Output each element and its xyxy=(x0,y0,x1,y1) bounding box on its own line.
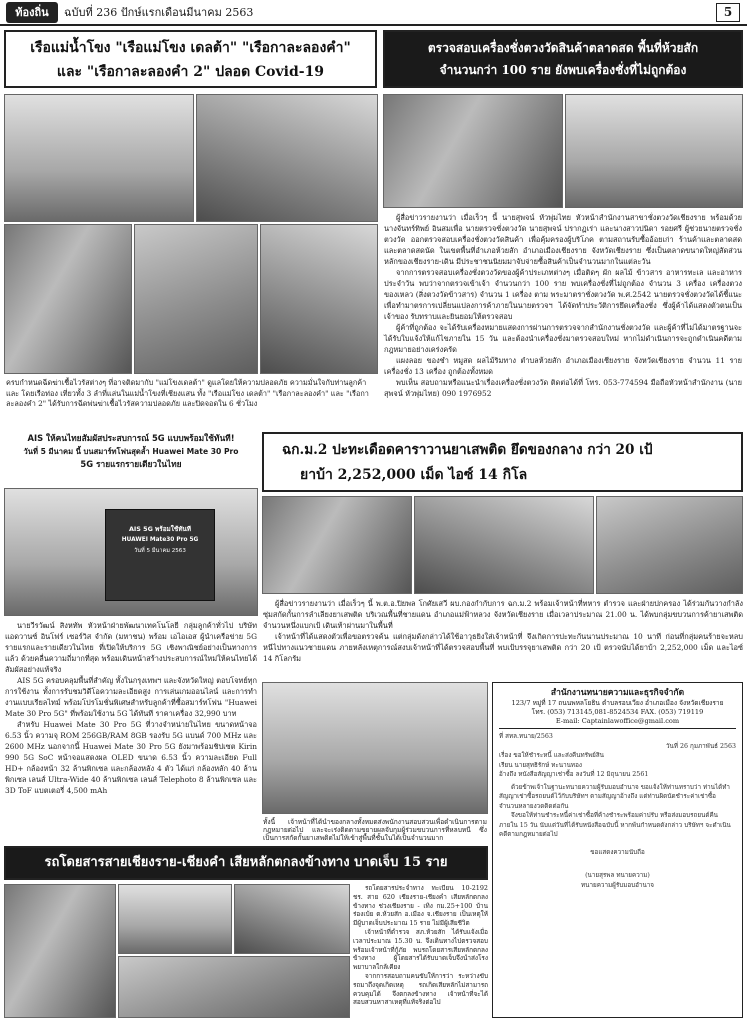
story2-paragraph: พบเห็น สอบถามหรือแนะนำเรื่องเครื่องชั่งตวงวัด ติดต่อได้ที่ โทร. 053-774594 มือถือหัวหน้าสำนักงาน (นายสุพจน์ หัวพุ่มไทย) 090 1976952 xyxy=(384,378,742,398)
story2-paragraph: แผงลอย ของชำ หมูสด ผลไม้ริมทาง ตำบลห้วยสัก อำเภอเมืองเชียงราย จังหวัดเชียงราย จำนวน 11 ราย เครื่องชั่ง 13 เครื่อง ถูกต้องทั้งหมด xyxy=(384,356,742,376)
ais-banner-line2: HUAWEI Mate30 Pro 5G xyxy=(121,537,199,543)
bus-crash-photo-3 xyxy=(234,884,350,954)
story2-headline-line2: จำนวนกว่า 100 ราย ยังพบเครื่องชั่งที่ไม่ถูกต้อง xyxy=(439,63,687,77)
letter-paragraph: จึงขอให้ท่านชำระหนี้ค่าเช่าซื้อที่ค้างชำระพร้อมค่าปรับ หรือส่งมอบรถยนต์คืนภายใน 15 วัน นับแต่วันที่ได้รับหนังสือฉบับนี้ หากพ้นกำหนดดังกล่าว บริษัทฯ จะดำเนินคดีตามกฎหมายต่อไป xyxy=(499,812,731,838)
story4-headline-line1: ฉก.ม.2 ปะทะเดือดคาราวานยาเสพติด ยึดของกลาง กว่า 20 เป้ xyxy=(282,442,653,458)
ais-banner xyxy=(105,509,215,601)
story1-headline-line1: เรือแม่น้ำโขง "เรือแม่โขง เดลต้า" "เรือกาละลองคำ" xyxy=(30,40,351,56)
drug-bust-photo-3 xyxy=(596,496,743,594)
story3-title-line2: วันที่ 5 มีนาคม นี้ บนสมาร์ทโฟนสุดล้ำ Huawei Mate 30 Pro xyxy=(23,447,239,456)
story4-body xyxy=(263,598,743,678)
story2-paragraph: จากการตรวจสอบเครื่องชั่งตวงวัดของผู้ค้าประเภทต่างๆ เมื่อติดๆ ผัก ผลไม้ ข้าวสาร อาหารทะเล และอาหารประจำวัน พบว่าจากตรวจเข้าเจ้า จำนวนกว่า 100 ราย พบเครื่องชั่งที่ไม่ถูกต้อง จำนวน 3 เครื่อง เครื่องตวงของเหลว (สิ่งตวงวัดข้าวสาร) จำนวน 1 เครื่อง ตาม พระมาตราชั่งตวงวัด พ.ศ.2542 นายตรวจชั่งตวงวัดได้ชี้แนะเพื่อทำมาตรการเปลี่ยนแปลงการค้าภายในนายตรวจฯ ได้จัดทำประวัติการยึดเครื่องชั่ง ซึ่งผู้ค้าได้แสดงตัวตนเป็นเจ้าของ รับทราบและยินยอมให้ตรวจสอบ xyxy=(384,268,742,321)
story1-caption: ครบกำหนดฉีดฆ่าเชื้อไวรัสต่างๆ ที่อาจติดมากับ "แม่โขงเดลต้า" ดูแลโดยให้ความปลอดภัย ความมั่นใจกับท่านลูกค้าและ โดยเรือท่อง เที่ยวทั้ง 3 ลำที่แล่นในแม่น้ำโขงที่เชียงแสน ทั้ง "เรือแม่โขง เดลต้า" "เรือกาละลองคำ" และ "เรือกาละลองคำ 2" ได้รับการฉีดพ่นฆ่าเชื้อไวรัสความปลอดภัย และปิดจอดใน 6 ชั่วโมง xyxy=(6,378,369,409)
letter-role: ทนายความผู้รับมอบอำนาจ xyxy=(581,881,654,889)
seized-drugs-photo xyxy=(262,682,488,814)
letter-signer: (นายสุรพล ทนายความ) xyxy=(585,872,650,879)
story5-paragraph: จากการสอบถามคนขับให้การว่า ระหว่างขับรถมาถึงจุดเกิดเหตุ รถเกิดเสียหลักไม่สามารถควบคุมได้ จึงตกลงข้างทาง เจ้าหน้าที่จะได้สอบสวนหาสาเหตุที่แท้จริงต่อไป xyxy=(353,971,488,1007)
letter-recipient: เรียน นายสุทธิรักษ์ ทะนานทอง xyxy=(499,761,582,769)
letter-paragraph: ด้วยข้าพเจ้าในฐานะทนายความผู้รับมอบอำนาจ ขอแจ้งให้ท่านทราบว่า ท่านได้ทำสัญญาเช่าซื้อรถยนต์ไว้กับบริษัทฯ ตามสัญญาอ้างถึง แต่ท่านผิดนัดชำระค่าเช่าซื้อ จำนวนหลายงวดติดต่อกัน xyxy=(499,783,730,810)
inspection-photo-2 xyxy=(565,94,743,208)
letter-address: 123/7 หมู่ที่ 17 ถนนพหลโยธิน ตำบลรอบเวียง อำเภอเมือง จังหวัดเชียงราย xyxy=(511,699,724,707)
story3-title-line1: AIS ให้คนไทยสัมผัสประสบการณ์ 5G แบบพร้อมใช้ทันที! xyxy=(27,433,235,443)
story5-paragraph: รถโดยสารประจำทาง ทะเบียน 10-2192 ชร. สาย 620 เชียงราย-เชียงคำ เสียหลักตกลงข้างทาง ช่วงเชียงราย - เทิง กม.25+100 บ้านร่องเบ้ย ต.ห้วยสัก อ.เมือง จ.เชียงราย เป็นเหตุให้มีผู้บาดเจ็บประมาณ 15 ราย ไม่มีผู้เสียชีวิต xyxy=(353,884,488,928)
ais-event-photo xyxy=(4,488,258,616)
letter-subject: เรื่อง ขอให้ชำระหนี้ และส่งคืนทรัพย์สิน xyxy=(499,752,604,759)
story4-body-end: ทั้งนี้ เจ้าหน้าที่ได้นำของกลางทั้งหมดส่งพนักงานสอบสวนเพื่อดำเนินการตามกฎหมายต่อไป และจะเร่งติดตามขยายผลจับกุมผู้ร่วมขบวนการที่หลบหนี ซึ่งเป็นการสกัดกั้นยาเสพติดไม่ให้เข้าสู่พื้นที่ชั้นในได้เป็นจำนวนมาก xyxy=(263,818,487,842)
story3-title xyxy=(4,432,258,484)
story3-paragraph: AIS 5G ครอบคลุมพื้นที่สำคัญ ทั้งในกรุงเทพฯ และจังหวัดใหญ่ ตอบโจทย์ทุกการใช้งาน ทั้งการรับชมวิดีโอความละเอียดสูง การเล่นเกมออนไลน์ และการทำงานแบบเรียลไทม์ พร้อมโปรโมชั่นพิเศษสำหรับลูกค้าที่ซื้อสมาร์ทโฟน "Huawei Mate 30 Pro 5G" ที่พร้อมใช้งาน 5G ได้ทันที ราคาเครื่อง 32,990 บาท xyxy=(5,676,257,718)
letter-org: สำนักงานทนายความและธุรกิจจำกัด xyxy=(550,688,685,698)
story1-headline xyxy=(4,30,377,88)
letter-reference: อ้างถึง หนังสือสัญญาเช่าซื้อ ลงวันที่ 12 มิถุนายน 2561 xyxy=(499,771,649,778)
story4-headline xyxy=(262,432,743,492)
story5-paragraph: เจ้าหน้าที่ตำรวจ สภ.ห้วยสัก ได้รับแจ้งเมื่อเวลาประมาณ 15.30 น. จึงเดินทางไปตรวจสอบพร้อมเจ้าหน้าที่กู้ภัย พบรถโดยสารเสียหลักตกลงข้างทาง ผู้โดยสารได้รับบาดเจ็บจึงนำส่งโรงพยาบาลใกล้เคียง xyxy=(353,927,488,972)
letter-number: ที่ สทล.ทนาย/2563 xyxy=(499,733,553,740)
issue-line: ฉบับที่ 236 ปักษ์แรกเดือนมีนาคม 2563 xyxy=(64,6,254,19)
story2-headline xyxy=(383,30,743,88)
newspaper-logo: ท้องถิ่น xyxy=(6,2,58,23)
story2-headline-line1: ตรวจสอบเครื่องชั่งตวงวัดสินค้าตลาดสด พื้นที่ห้วยสัก xyxy=(427,41,699,55)
drug-bust-photo-2 xyxy=(414,496,594,594)
bus-crash-photo-4 xyxy=(118,956,350,1018)
story2-body xyxy=(384,212,742,430)
letter-email: E-mail: Captainlawoffice@gmail.com xyxy=(499,717,736,729)
bus-crash-photo-1 xyxy=(4,884,116,1018)
boat-photo-1 xyxy=(4,94,194,222)
boat-photo-3 xyxy=(4,224,132,374)
letter-date: วันที่ 26 กุมภาพันธ์ 2563 xyxy=(666,742,736,750)
story3-paragraph: นายวีรวัฒน์ สิงหทัพ หัวหน้าฝ่ายพัฒนาเทคโนโลยี กลุ่มลูกค้าทั่วไป บริษัท แอดวานซ์ อินโฟร์ เซอร์วิส จำกัด (มหาชน) พร้อม เอไอเอส ผู้นำเครือข่าย 5G รายแรกและรายเดียวในไทย ที่เปิดให้บริการ 5G เชิงพาณิชย์อย่างเป็นทางการแล้ว ด้วยคลื่นความถี่มากที่สุด พร้อมเดินหน้าสร้างประสบการณ์ใหม่ให้คนไทยได้สัมผัสอย่างแท้จริง xyxy=(5,621,257,674)
ais-banner-line3: วันที่ 5 มีนาคม 2563 xyxy=(134,548,186,554)
boat-photo-4 xyxy=(134,224,258,374)
story5-body xyxy=(353,884,488,1018)
story4-headline-line2: ยาบ้า 2,252,000 เม็ด ไอซ์ 14 กิโล xyxy=(300,467,528,483)
story5-headline: รถโดยสารสายเชียงราย-เชียงคำ เสียหลักตกลงข้างทาง บาดเจ็บ 15 ราย xyxy=(4,846,488,880)
letter-tel: โทร. (053) 713145,081-8524534 FAX. (053) 719119 xyxy=(531,708,704,716)
letter-closing: ขอแสดงความนับถือ xyxy=(590,848,645,856)
story3-title-line3: 5G รายแรกรายเดียวในไทย xyxy=(80,459,182,469)
story4-paragraph: เจ้าหน้าที่ได้แสดงตัวเพื่อขอตรวจค้น แต่กลุ่มดังกล่าวได้ใช้อาวุธยิงใส่เจ้าหน้าที่ จึงเกิดการปะทะกันนานประมาณ 10 นาที ก่อนที่กลุ่มคนร้ายจะหลบหนีไปทางแนวชายแดน ภายหลังเหตุการณ์สงบเจ้าหน้าที่ได้ตรวจสอบพื้นที่ พบเป้บรรจุยาเสพติด กว่า 20 เป้ ตรวจนับได้ยาบ้า 2,252,000 เม็ด และไอซ์ 14 กิโลกรัม xyxy=(263,632,743,663)
story2-paragraph: ผู้สื่อข่าวรายงานว่า เมื่อเร็วๆ นี้ นายสุพจน์ หัวพุ่มไทย หัวหน้าสำนักงานสาขาชั่งตวงวัดเชียงราย พร้อมด้วย นางจันทร์ทิพย์ อินสมเพื่อ นายตรวจชั่งตวงวัด นายสุพจน์ ปรากฏเร่า และนางสาวปนิดา รอยศรี ผู้ช่วยนายตรวจชั่งตวงวัด ออกตรวจสอบเครื่องชั่งตวงวัดสินค้า เพื่อคุ้มครองผู้บริโภค ตามสถานรับซื้ออ้อยเก่า ร้านค้าและตลาดสด และตลาดสดนัด ในเขตพื้นที่อำเภอห้วยสัก อำเภอเมืองเชียงราย จังหวัดเชียงราย ซึ่งเป็นตลาดขนาดใหญ่สัดส่วนหลักของเชียงราย-เดิน มีประชาชนนิยมมาจับจ่ายซื้อสินค้าเป็นจำนวนมากในแต่ละวัน xyxy=(384,213,742,266)
ais-banner-line1: AIS 5G พร้อมใช้ทันที xyxy=(128,525,191,533)
story1-headline-line2: และ "เรือกาละลองคำ 2" ปลอด Covid-19 xyxy=(56,64,325,80)
story4-paragraph: ผู้สื่อข่าวรายงานว่า เมื่อเร็วๆ นี้ พ.ต.อ.ปิยพล โกศัยเสวี ผบ.กองกำกับการ ฉก.ม.2 พร้อมเจ้าหน้าที่ทหาร ตำรวจ และฝ่ายปกครอง ได้ร่วมกันวางกำลังซุ่มสกัดกั้นการลำเลียงยาเสพติด บริเวณพื้นที่ชายแดน อำเภอแม่ฟ้าหลวง จังหวัดเชียงราย เมื่อเวลาประมาณ 21.00 น. ได้พบกลุ่มขบวนการค้ายาเสพติดจำนวนหนึ่งแบกเป้ เดินเท้าผ่านมาในพื้นที่ xyxy=(263,599,743,630)
story3-paragraph: สำหรับ Huawei Mate 30 Pro 5G ที่วางจำหน่ายในไทย ขนาดหน้าจอ 6.53 นิ้ว ความจุ ROM 256GB/RAM 8GB รองรับ 5G แบนด์ 700 MHz และ 2600 MHz นอกจากนี้ Huawei Mate 30 Pro 5G ยังมาพร้อมชิปเซต Kirin 990 5G SoC หน้าจอแสดงผล OLED ขนาด 6.53 นิ้ว ความละเอียด Full HD+ กล้องหน้า 32 ล้านพิกเซล และกล้องหลัง 4 ตัว ได้แก่ กล้องหลัก 40 ล้านพิกเซล เลนส์ Ultra-Wide 40 ล้านพิกเซล เลนส์ Telephoto 8 ล้านพิกเซล และ 3D ToF แบตเตอรี่ 4,500 mAh xyxy=(5,720,257,795)
bus-crash-photo-2 xyxy=(118,884,232,954)
legal-notice xyxy=(492,682,743,1018)
story2-paragraph: ผู้ค้าที่ถูกต้อง จะได้รับเครื่องหมายแสดงการผ่านการตรวจจากสำนักงานชั่งตวงวัด และผู้ค้าที่ไม่ได้มาตรฐานจะได้รับใบแจ้งให้แก้ไขภายใน 15 วัน และต้องนำเครื่องชั่งมาตรวจสอบใหม่ หากไม่ดำเนินการจะถูกดำเนินคดีตามกฎหมายอย่างเคร่งครัด xyxy=(384,323,742,354)
inspection-photo-1 xyxy=(383,94,563,208)
boat-photo-5 xyxy=(260,224,378,374)
page-number: 5 xyxy=(716,3,740,22)
drug-bust-photo-1 xyxy=(262,496,412,594)
boat-photo-2 xyxy=(196,94,378,222)
story3-body xyxy=(5,620,257,820)
